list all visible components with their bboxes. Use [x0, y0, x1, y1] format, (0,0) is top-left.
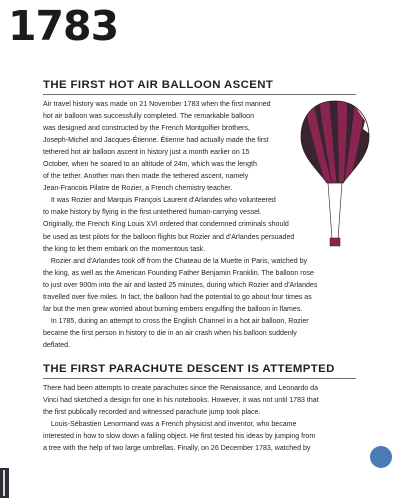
- body-text-line: tethered hot air balloon ascent in history just a month earlier on 15: [43, 149, 250, 157]
- body-text-line: be used as test pilots for the balloon flights but Rozier and d'Arlandes persuaded: [43, 233, 295, 241]
- body-text-line: hot air balloon was successfully completed. The remarkable balloon: [43, 113, 254, 121]
- body-text-line: travelled over five miles. In fact, the balloon had the potential to go about four times as: [43, 293, 312, 301]
- body-text-line: was designed and constructed by the French Montgolfier brothers,: [43, 125, 250, 133]
- body-text-line: to make history by flying in the first untethered human-carrying vessel.: [43, 209, 262, 217]
- body-text-line: the king, as well as the American Founding Father Benjamin Franklin. The balloon rose: [43, 269, 314, 277]
- body-text-line: There had been attempts to create parachutes since the Renaissance, and Leonardo da: [43, 385, 319, 392]
- body-text-line: interested in how to slow down a falling object. He first tested his ideas by jumping from: [43, 433, 316, 441]
- section-heading-parachute: THE FIRST PARACHUTE DESCENT IS ATTEMPTED: [43, 363, 335, 375]
- body-text-line: Air travel history was made on 21 November 1783 when the first manned: [43, 101, 271, 108]
- section-body-balloon: [43, 99, 317, 352]
- body-text-line: It was Rozier and Marquis François Laurent d'Arlandes who volunteered: [43, 197, 276, 205]
- body-text-line: the first publically recorded and witnessed parachute jump took place.: [43, 409, 261, 417]
- body-text-line: Originally, the French King Louis XVI ordered that condemned criminals should: [43, 221, 289, 229]
- body-text-line: to just over 900m into the air and lasted 25 minutes, during which Rozier and d'Arlandes: [43, 281, 318, 289]
- body-text-line: of the tether. Another man then made the tethered ascent, namely: [43, 173, 249, 181]
- section-body-parachute: [43, 383, 319, 455]
- body-text-line: October, when he soared to an altitude of 24m, which was the length: [43, 161, 257, 169]
- body-text-line: the king to let them embark on the momentous task.: [43, 245, 206, 253]
- body-text-line: Joseph-Michel and Jacques-Étienne. Étienne had actually made the first: [43, 137, 269, 145]
- body-text-line: far but the men grew worried about burning embers engulfing the balloon in flames.: [43, 305, 303, 313]
- body-text-line: a tree with the help of two large umbrellas. Finally, on 26 December 1783, watched by: [43, 445, 311, 453]
- heading-divider: [43, 94, 356, 95]
- body-text-line: Rozier and d'Arlandes took off from the Chateau de la Muette in Paris, watched by: [43, 257, 308, 265]
- page-year-title: 1783: [8, 2, 119, 50]
- body-text-line: deflated.: [43, 341, 71, 349]
- body-text-line: Vinci had sketched a design for one in his notebooks. However, it was not until 1783 that: [43, 397, 319, 405]
- section-heading-balloon: THE FIRST HOT AIR BALLOON ASCENT: [43, 79, 274, 91]
- body-text-line: became the first person in history to die in an air crash when his balloon suddenly: [43, 329, 297, 337]
- body-text-line: Jean-Francois Pilatre de Rozier, a French chemistry teacher.: [43, 185, 233, 193]
- page-marker-dot: [370, 446, 392, 468]
- hot-air-balloon-illustration: [299, 99, 371, 251]
- body-text-line: Louis-Sébastien Lenormand was a French physicist and inventor, who became: [43, 421, 297, 429]
- body-text-line: In 1785, during an attempt to cross the English Channel in a hot air balloon, Rozier: [43, 317, 309, 325]
- heading-divider: [43, 378, 356, 379]
- page-edge-line: [3, 470, 5, 496]
